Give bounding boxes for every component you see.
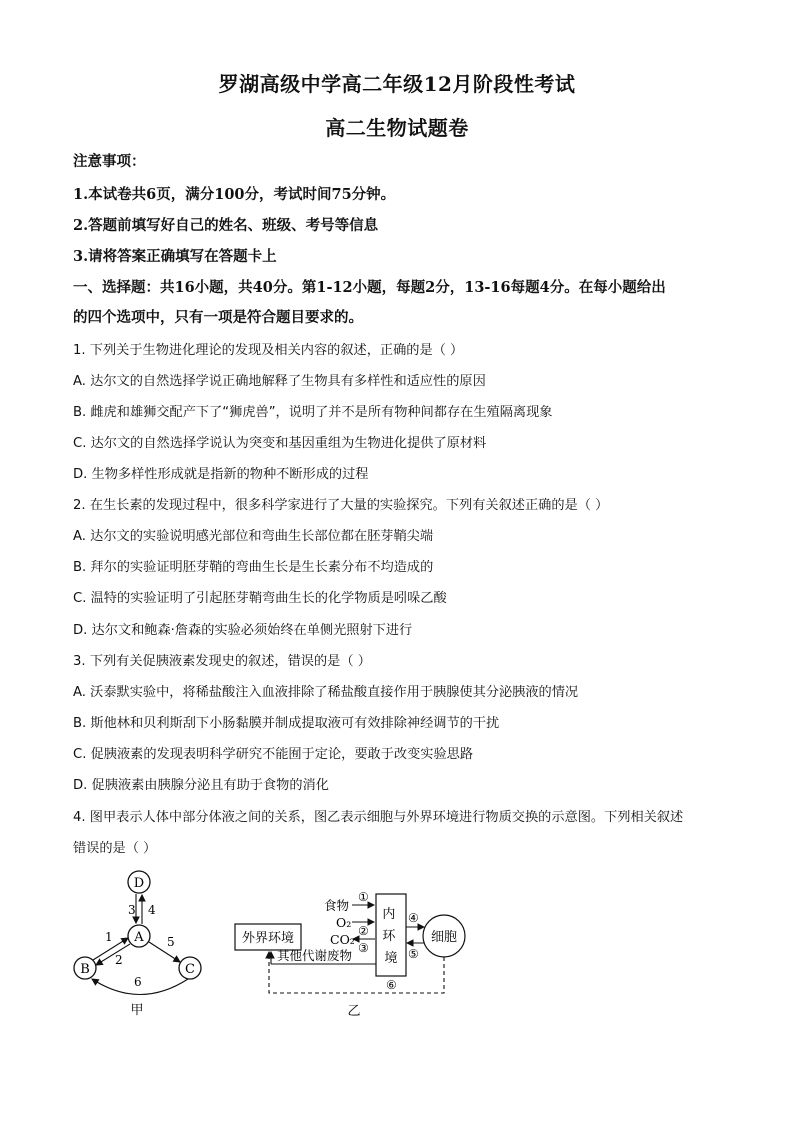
figure-jia xyxy=(60,862,220,1022)
notes-heading: 注意事项： xyxy=(73,153,146,170)
cell-number-5: ⑤ xyxy=(408,947,419,961)
question-3-option-c: C. 促胰液素的发现表明科学研究不能囿于定论，要敢于改变实验思路 xyxy=(73,747,474,762)
note-item-1: 1.本试卷共6页，满分100分，考试时间75分钟。 xyxy=(73,186,396,203)
input-number-1: ① xyxy=(358,890,369,904)
question-3-option-a: A. 沃泰默实验中，将稀盐酸注入血液排除了稀盐酸直接作用于胰腺使其分泌胰液的情况 xyxy=(73,685,579,700)
arrow-label-5: 5 xyxy=(167,935,175,949)
input-number-2: ② xyxy=(358,924,369,938)
cell-number-4: ④ xyxy=(408,911,419,925)
node-c-label: C xyxy=(185,962,195,977)
arrow-label-4: 4 xyxy=(148,903,156,917)
question-3-option-d: D. 促胰液素由胰腺分泌且有助于食物的消化 xyxy=(73,778,329,793)
note-item-2: 2.答题前填写好自己的姓名、班级、考号等信息 xyxy=(73,217,379,234)
node-d-label: D xyxy=(133,876,145,891)
section-instructions-line1: 一、选择题：共16小题，共40分。第1-12小题，每题2分，13-16每题4分。在每小题给出 xyxy=(73,279,666,296)
question-1-option-b: B. 雌虎和雄狮交配产下了“狮虎兽”，说明了并不是所有物种间都存在生殖隔离现象 xyxy=(73,405,553,420)
outside-environment-label: 外界环境 xyxy=(241,931,295,946)
question-3-stem: 3. 下列有关促胰液素发现史的叙述，错误的是（ ） xyxy=(73,654,371,669)
node-a-label: A xyxy=(134,930,144,945)
arrow-5 xyxy=(149,942,180,962)
question-4-stem-line1: 4. 图甲表示人体中部分体液之间的关系，图乙表示细胞与外界环境进行物质交换的示意图。下列相关叙述 xyxy=(73,810,684,825)
cell-label: 细胞 xyxy=(430,930,458,945)
waste-label: 其他代谢废物 xyxy=(277,948,353,963)
bottom-number-6: ⑥ xyxy=(386,978,397,992)
question-3-option-b: B. 斯他林和贝利斯刮下小肠黏膜并制成提取液可有效排除神经调节的干扰 xyxy=(73,716,500,731)
question-1-option-c: C. 达尔文的自然选择学说认为突变和基因重组为生物进化提供了原材料 xyxy=(73,436,487,451)
note-item-3: 3.请将答案正确填写在答题卡上 xyxy=(73,248,277,265)
question-1-option-a: A. 达尔文的自然选择学说正确地解释了生物具有多样性和适应性的原因 xyxy=(73,374,486,389)
question-2-option-a: A. 达尔文的实验说明感光部位和弯曲生长部位都在胚芽鞘尖端 xyxy=(73,529,434,544)
question-4-stem-line2: 错误的是（ ） xyxy=(73,841,157,856)
input-o2: O₂ xyxy=(336,915,352,930)
figure-jia-caption: 甲 xyxy=(130,1003,144,1018)
input-co2: CO₂ xyxy=(330,932,355,947)
arrow-label-2: 2 xyxy=(115,953,123,967)
arrow-label-6: 6 xyxy=(134,975,142,989)
question-2-option-c: C. 温特的实验证明了引起胚芽鞘弯曲生长的化学物质是吲哚乙酸 xyxy=(73,591,447,606)
arrow-label-1: 1 xyxy=(105,930,113,944)
question-1-stem: 1. 下列关于生物进化理论的发现及相关内容的叙述，正确的是（ ） xyxy=(73,343,464,358)
figure-yi xyxy=(232,880,500,1020)
node-b-label: B xyxy=(80,962,90,977)
question-2-stem: 2. 在生长素的发现过程中，很多科学家进行了大量的实验探究。下列有关叙述正确的是（ ） xyxy=(73,498,609,513)
input-number-3: ③ xyxy=(358,941,369,955)
figure-yi-caption: 乙 xyxy=(347,1004,361,1019)
inner-environment-label: 内 环 境 xyxy=(382,907,398,966)
exam-subtitle: 高二生物试题卷 xyxy=(325,116,469,140)
exam-title: 罗湖高级中学高二年级12月阶段性考试 xyxy=(218,72,576,96)
question-1-option-d: D. 生物多样性形成就是指新的物种不断形成的过程 xyxy=(73,467,369,482)
question-2-option-b: B. 拜尔的实验证明胚芽鞘的弯曲生长是生长素分布不均造成的 xyxy=(73,560,434,575)
arrow-label-3: 3 xyxy=(128,903,136,917)
section-instructions-line2: 的四个选项中，只有一项是符合题目要求的。 xyxy=(73,309,363,326)
question-2-option-d: D. 达尔文和鲍森·詹森的实验必须始终在单侧光照射下进行 xyxy=(73,623,413,638)
input-food: 食物 xyxy=(324,898,350,913)
